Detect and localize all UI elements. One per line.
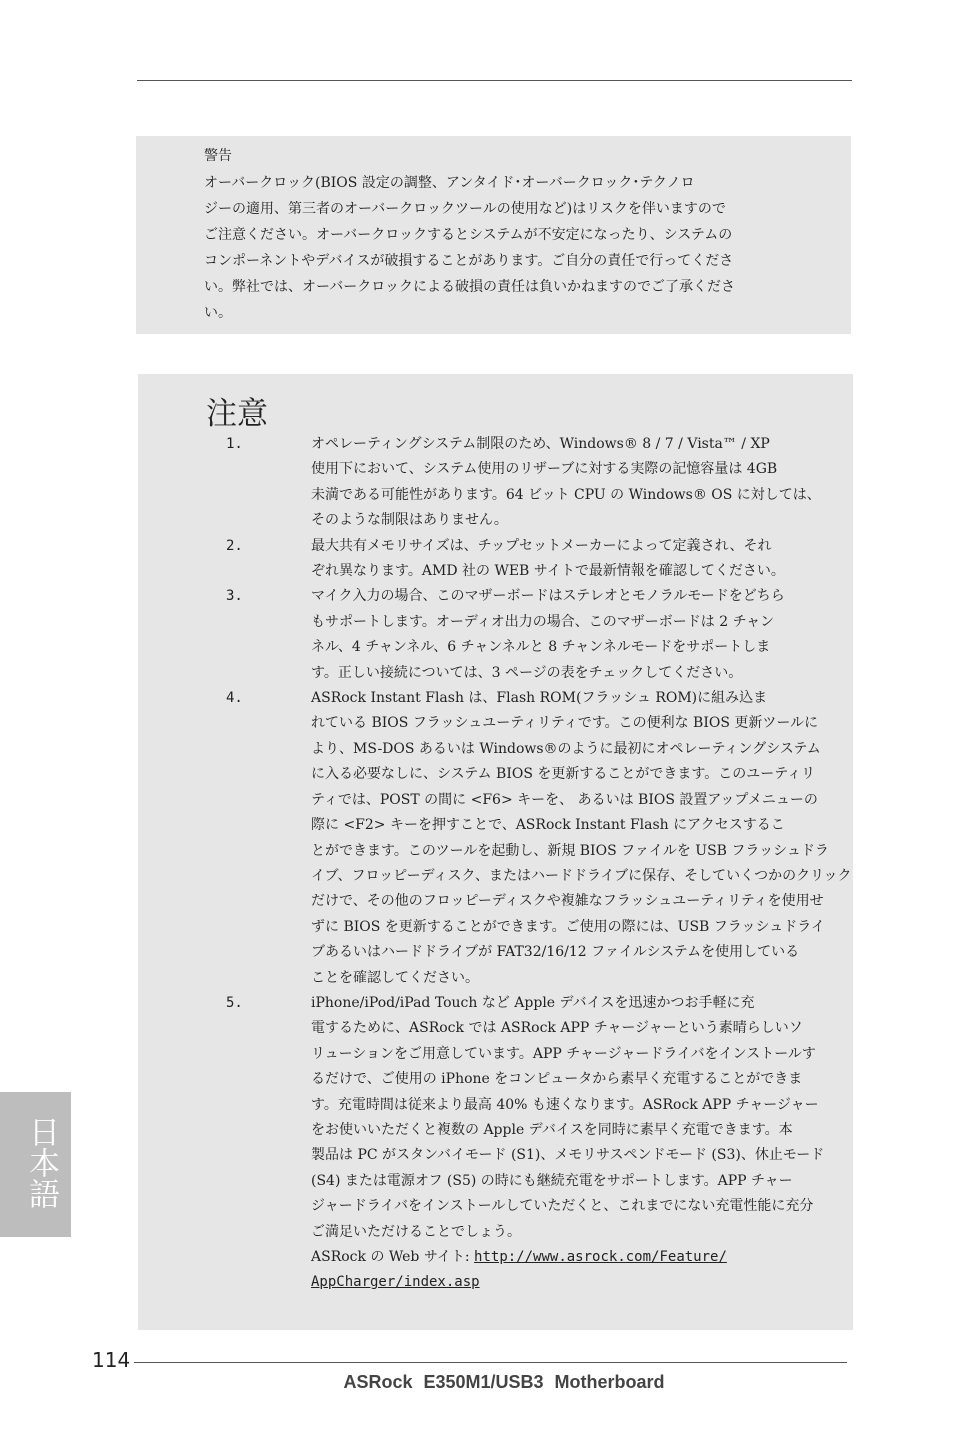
- note-item-2: [138, 534, 853, 585]
- note-line: 最大共有メモリサイズは、チップセットメーカーによって定義され、それ: [311, 537, 772, 554]
- website-line-continued: [311, 1270, 853, 1295]
- note-text: [311, 584, 853, 686]
- note-item-5: [138, 991, 853, 1296]
- note-line: ぞれ異なります。AMD 社の WEB サイトで最新情報を確認してください。: [311, 563, 785, 580]
- warning-body: [204, 170, 804, 326]
- website-line: [311, 1245, 853, 1270]
- note-line: そのような制限はありません。: [311, 512, 508, 529]
- warning-line: ご注意ください。オーバークロックするとシステムが不安定になったり、システムの: [204, 227, 733, 243]
- note-text: [311, 432, 853, 534]
- note-line: ことを確認してください。: [311, 969, 479, 986]
- notice-box: [138, 374, 853, 1330]
- note-line: イブ、フロッピーディスク、またはハードドライブに保存、そしていくつかのクリック: [311, 867, 852, 884]
- note-line: iPhone/iPod/iPad Touch など Apple デバイスを迅速かつお手軽に充: [311, 994, 755, 1011]
- note-number: 2.: [226, 537, 243, 554]
- note-number: 4.: [226, 690, 243, 707]
- note-line: とができます。このツールを起動し、新規 BIOS ファイルを USB フラッシュドラ: [311, 842, 829, 859]
- note-line: るだけで、ご使用の iPhone をコンピュータから素早く充電することができま: [311, 1071, 803, 1088]
- note-number: 5.: [226, 994, 243, 1011]
- warning-line: コンポーネントやデバイスが破損することがあります。ご自分の責任で行ってくださ: [204, 253, 734, 269]
- website-link[interactable]: http://www.asrock.com/Feature/: [474, 1249, 727, 1265]
- note-line: す。正しい接続については、3 ページの表をチェックしてください。: [311, 664, 743, 681]
- note-line: ティでは、POST の間に <F6> キーを、 あるいは BIOS 設置アップメニューの: [311, 791, 818, 808]
- note-line: ブあるいはハードドライブが FAT32/16/12 ファイルシステムを使用している: [311, 944, 800, 961]
- note-line: マイク入力の場合、このマザーボードはステレオとモノラルモードをどちら: [311, 588, 785, 605]
- note-line: だけで、その他のフロッピーディスクや複雑なフラッシュユーティリティを使用せ: [311, 893, 824, 910]
- language-tab-label: 日本語: [23, 1116, 59, 1209]
- note-item-1: [138, 432, 853, 534]
- footer-rule: [134, 1362, 847, 1363]
- note-line: オペレーティングシステム制限のため、Windows® 8 / 7 / Vista™ / XP: [311, 436, 770, 452]
- warning-line: い。: [204, 305, 232, 321]
- note-text: [311, 686, 853, 991]
- note-line: す。充電時間は従来より最高 40% も速くなります。ASRock APP チャージャー: [311, 1096, 819, 1113]
- warning-line: い。弊社では、オーバークロックによる破損の責任は負いかねますのでご了承くださ: [204, 279, 736, 295]
- warning-line: ジーの適用、第三者のオーバークロックツールの使用など)はリスクを伴いますので: [204, 201, 726, 217]
- page-number: 114: [92, 1348, 131, 1372]
- note-line: をお使いいただくと複数の Apple デバイスを同時に素早く充電できます。本: [311, 1121, 793, 1138]
- note-line: ASRock Instant Flash は、Flash ROM(フラッシュ ROM)に組み込ま: [311, 690, 768, 707]
- note-number: 1.: [226, 436, 243, 452]
- website-label: ASRock の Web サイト:: [311, 1249, 475, 1265]
- note-item-4: [138, 686, 853, 991]
- notice-title: 注意: [206, 396, 268, 432]
- note-line: ずに BIOS を更新することができます。ご使用の際には、USB フラッシュドライ: [311, 918, 825, 935]
- note-item-3: [138, 584, 853, 686]
- note-line: リューションをご用意しています。APP チャージャードライバをインストールす: [311, 1045, 816, 1062]
- notes-list: [138, 432, 853, 1296]
- note-line: ネル、4 チャンネル、6 チャンネルと 8 チャンネルモードをサポートしま: [311, 639, 771, 656]
- note-line: れている BIOS フラッシュユーティリティです。この便利な BIOS 更新ツールに: [311, 715, 819, 732]
- note-line: ジャードライバをインストールしていただくと、これまでにない充電性能に充分: [311, 1198, 814, 1215]
- language-side-tab: [0, 1092, 71, 1237]
- note-text: [311, 991, 853, 1296]
- note-line: 使用下において、システム使用のリザーブに対する実際の記憶容量は 4GB: [311, 461, 778, 478]
- warning-box: [136, 136, 851, 334]
- note-line: 電するために、ASRock では ASRock APP チャージャーという素晴らしいソ: [311, 1020, 803, 1037]
- note-line: 未満である可能性があります。64 ビット CPU の Windows® OS に対しては、: [311, 486, 821, 503]
- note-line: 際に <F2> キーを押すことで、ASRock Instant Flash にアクセスするこ: [311, 817, 785, 834]
- note-line: 製品は PC がスタンバイモード (S1)、メモリサスペンドモード (S3)、休止モード: [311, 1147, 825, 1164]
- note-line: もサポートします。オーディオ出力の場合、このマザーボードは 2 チャン: [311, 613, 775, 630]
- note-line: (S4) または電源オフ (S5) の時にも継続充電をサポートします。APP チャー: [311, 1172, 793, 1189]
- top-rule: [137, 80, 852, 81]
- note-text: [311, 534, 853, 585]
- website-link-continued[interactable]: AppCharger/index.asp: [311, 1274, 480, 1291]
- note-line: ご満足いただけることでしょう。: [311, 1223, 521, 1240]
- warning-title: 警告: [204, 148, 232, 164]
- warning-line: オーバークロック(BIOS 設定の調整、アンタイド･オーバークロック･テクノロ: [204, 175, 695, 191]
- footer-title: ASRock E350M1/USB3 Motherboard: [343, 1372, 665, 1392]
- note-line: に入る必要なしに、システム BIOS を更新することができます。このユーティリ: [311, 766, 816, 783]
- note-number: 3.: [226, 588, 243, 605]
- note-line: より、MS-DOS あるいは Windows®のように最初にオペレーティングシステム: [311, 740, 821, 757]
